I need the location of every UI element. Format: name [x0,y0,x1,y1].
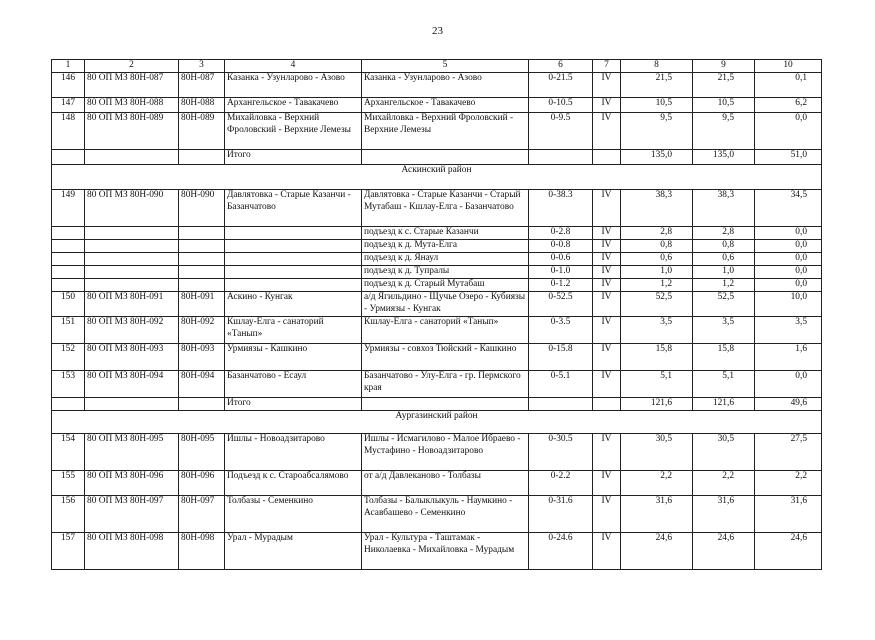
road-id-cell: 80 ОП МЗ 80Н-090 [85,190,179,227]
route-cell: подъезд к с. Старые Казанчи [362,227,529,240]
district-name: Аскинский район [52,165,822,190]
row-number-cell [52,266,85,279]
road-name-cell [225,227,362,240]
road-id-cell [85,398,179,411]
header-cell: 1 [52,60,85,73]
road-code-cell: 80Н-092 [179,317,225,344]
table-row [52,292,822,317]
road-name-cell: Кшлау-Елга - санаторий «Танып» [225,317,362,344]
road-name-cell: Аскино - Кунгак [225,292,362,317]
route-cell: от а/д Давлеканово - Толбазы [362,471,529,496]
surface-length-cell: 27,5 [755,434,822,471]
row-number-cell: 151 [52,317,85,344]
km-range-cell: 0-3.5 [529,317,593,344]
category-cell: IV [593,471,621,496]
road-code-cell: 80Н-087 [179,73,225,98]
road-name-cell: Архангельское - Тавакачево [225,98,362,113]
length-cell: 38,3 [693,190,755,227]
route-cell: Базанчатово - Улу-Елга - гр. Пермского края [362,371,529,398]
road-id-cell: 80 ОП МЗ 80Н-097 [85,496,179,533]
road-name-cell: Казанка - Узунларово - Азово [225,73,362,98]
road-code-cell: 80Н-090 [179,190,225,227]
length-total-cell: 30,5 [621,434,693,471]
km-range-cell: 0-52.5 [529,292,593,317]
length-cell: 24,6 [693,533,755,570]
surface-length-cell: 0,0 [755,371,822,398]
route-cell: Ишлы - Исмагилово - Малое Ибраево - Мустафино - Новоадзитарово [362,434,529,471]
row-number-cell: 150 [52,292,85,317]
surface-length-cell: 31,6 [755,496,822,533]
road-id-cell: 80 ОП МЗ 80Н-089 [85,113,179,150]
route-cell: подъезд к д. Янаул [362,253,529,266]
surface-length-cell: 1,6 [755,344,822,371]
route-cell: Архангельское - Тавакачево [362,98,529,113]
road-name-cell [225,253,362,266]
surface-length-cell: 24,6 [755,533,822,570]
table-row [52,344,822,371]
road-id-cell: 80 ОП МЗ 80Н-095 [85,434,179,471]
road-code-cell [179,266,225,279]
km-range-cell: 0-15.8 [529,344,593,371]
row-number-cell [52,398,85,411]
road-code-cell: 80Н-089 [179,113,225,150]
row-number-cell [52,253,85,266]
table-row [52,434,822,471]
header-cell: 8 [621,60,693,73]
route-cell: Михайловка - Верхний Фроловский - Верхние Лемезы [362,113,529,150]
road-id-cell [85,150,179,165]
km-range-cell: 0-24.6 [529,533,593,570]
row-number-cell: 147 [52,98,85,113]
surface-length-cell: 2,2 [755,471,822,496]
length-total-cell: 1,0 [621,266,693,279]
length-total-cell: 15,8 [621,344,693,371]
header-cell: 3 [179,60,225,73]
surface-length-cell: 6,2 [755,98,822,113]
km-range-cell: 0-0.8 [529,240,593,253]
road-id-cell: 80 ОП МЗ 80Н-096 [85,471,179,496]
road-id-cell [85,227,179,240]
km-range-cell: 0-0.6 [529,253,593,266]
page-number: 23 [432,25,443,37]
length-total-cell: 135,0 [621,150,693,165]
road-name-cell [225,266,362,279]
category-cell: IV [593,434,621,471]
header-cell: 5 [362,60,529,73]
route-cell: подъезд к д. Старый Мутабаш [362,279,529,292]
length-cell: 121,6 [693,398,755,411]
length-cell: 15,8 [693,344,755,371]
route-cell: Урмиязы - совхоз Тюйский - Кашкино [362,344,529,371]
row-number-cell [52,279,85,292]
road-name-cell: Урмиязы - Кашкино [225,344,362,371]
category-cell: IV [593,227,621,240]
row-number-cell: 154 [52,434,85,471]
length-total-cell: 3,5 [621,317,693,344]
road-name-cell [225,240,362,253]
road-code-cell [179,227,225,240]
category-cell: IV [593,190,621,227]
road-code-cell [179,253,225,266]
road-id-cell: 80 ОП МЗ 80Н-092 [85,317,179,344]
length-total-cell: 0,8 [621,240,693,253]
row-number-cell: 155 [52,471,85,496]
road-name-cell: Урал - Мурадым [225,533,362,570]
category-cell [593,398,621,411]
length-total-cell: 24,6 [621,533,693,570]
road-id-cell [85,240,179,253]
route-cell: Давлятовка - Старые Казанчи - Старый Мутабаш - Кшлау-Елга - Базанчатово [362,190,529,227]
row-number-cell: 149 [52,190,85,227]
table-row [52,496,822,533]
km-range-cell: 0-5.1 [529,371,593,398]
row-number-cell [52,150,85,165]
category-cell: IV [593,344,621,371]
category-cell: IV [593,317,621,344]
row-number-cell: 153 [52,371,85,398]
road-code-cell: 80Н-097 [179,496,225,533]
length-total-cell: 10,5 [621,98,693,113]
category-cell: IV [593,240,621,253]
district-name: Аургазинский район [52,411,822,434]
road-name-cell: Толбазы - Семенкино [225,496,362,533]
header-cell: 10 [755,60,822,73]
header-cell: 9 [693,60,755,73]
length-cell: 0,8 [693,240,755,253]
length-total-cell: 5,1 [621,371,693,398]
surface-length-cell: 0,1 [755,73,822,98]
category-cell: IV [593,496,621,533]
surface-length-cell: 0,0 [755,113,822,150]
km-range-cell: 0-30.5 [529,434,593,471]
table-row [52,73,822,98]
km-range-cell: 0-2.2 [529,471,593,496]
road-id-cell [85,253,179,266]
km-range-cell: 0-38.3 [529,190,593,227]
table-row [52,279,822,292]
route-cell: а/д Ягильдино - Щучье Озеро - Кубиязы - Урмиязы - Кунгак [362,292,529,317]
length-total-cell: 31,6 [621,496,693,533]
km-range-cell [529,398,593,411]
length-cell: 21,5 [693,73,755,98]
category-cell: IV [593,279,621,292]
road-code-cell: 80Н-095 [179,434,225,471]
road-code-cell: 80Н-098 [179,533,225,570]
road-code-cell: 80Н-091 [179,292,225,317]
length-cell: 5,1 [693,371,755,398]
length-total-cell: 52,5 [621,292,693,317]
table-row [52,190,822,227]
total-row [52,150,822,165]
district-section-row [52,165,822,190]
roads-table [51,59,822,570]
km-range-cell: 0-21.5 [529,73,593,98]
road-name-cell: Ишлы - Новоадзитарово [225,434,362,471]
km-range-cell: 0-1.2 [529,279,593,292]
length-total-cell: 21,5 [621,73,693,98]
km-range-cell [529,150,593,165]
category-cell: IV [593,73,621,98]
surface-length-cell: 0,0 [755,227,822,240]
road-name-cell [225,279,362,292]
road-code-cell: 80Н-096 [179,471,225,496]
route-cell: Кшлау-Елга - санаторий «Танып» [362,317,529,344]
road-name-cell: Михайловка - Верхний Фроловский - Верхние Лемезы [225,113,362,150]
km-range-cell: 0-9.5 [529,113,593,150]
category-cell: IV [593,113,621,150]
km-range-cell: 0-10.5 [529,98,593,113]
table-row [52,371,822,398]
route-cell [362,398,529,411]
route-cell: подъезд к д. Тупралы [362,266,529,279]
category-cell: IV [593,98,621,113]
road-code-cell [179,240,225,253]
route-cell [362,150,529,165]
row-number-cell: 156 [52,496,85,533]
category-cell: IV [593,266,621,279]
table-row [52,113,822,150]
length-total-cell: 38,3 [621,190,693,227]
length-cell: 31,6 [693,496,755,533]
length-total-cell: 0,6 [621,253,693,266]
length-cell: 2,2 [693,471,755,496]
road-name-cell: Базанчатово - Есаул [225,371,362,398]
length-total-cell: 121,6 [621,398,693,411]
length-cell: 1,0 [693,266,755,279]
road-name-cell: Давлятовка - Старые Казанчи - Базанчатово [225,190,362,227]
table-row [52,317,822,344]
header-cell: 7 [593,60,621,73]
length-cell: 2,8 [693,227,755,240]
length-cell: 135,0 [693,150,755,165]
row-number-cell: 148 [52,113,85,150]
road-id-cell: 80 ОП МЗ 80Н-098 [85,533,179,570]
surface-length-cell: 0,0 [755,253,822,266]
header-cell: 4 [225,60,362,73]
category-cell: IV [593,371,621,398]
road-code-cell: 80Н-088 [179,98,225,113]
surface-length-cell: 10,0 [755,292,822,317]
total-row [52,398,822,411]
route-cell: Казанка - Узунларово - Азово [362,73,529,98]
surface-length-cell: 51,0 [755,150,822,165]
road-id-cell: 80 ОП МЗ 80Н-091 [85,292,179,317]
route-cell: подъезд к д. Мута-Елга [362,240,529,253]
length-cell: 0,6 [693,253,755,266]
road-code-cell: 80Н-094 [179,371,225,398]
surface-length-cell: 0,0 [755,240,822,253]
length-total-cell: 2,8 [621,227,693,240]
road-code-cell: 80Н-093 [179,344,225,371]
length-cell: 3,5 [693,317,755,344]
header-row [52,60,822,73]
length-total-cell: 9,5 [621,113,693,150]
road-name-cell: Итого [225,150,362,165]
row-number-cell [52,240,85,253]
km-range-cell: 0-31.6 [529,496,593,533]
length-cell: 52,5 [693,292,755,317]
road-id-cell [85,266,179,279]
surface-length-cell: 0,0 [755,279,822,292]
road-id-cell: 80 ОП МЗ 80Н-087 [85,73,179,98]
category-cell [593,150,621,165]
table-row [52,98,822,113]
length-cell: 9,5 [693,113,755,150]
km-range-cell: 0-2.8 [529,227,593,240]
row-number-cell [52,227,85,240]
header-cell: 2 [85,60,179,73]
road-code-cell [179,150,225,165]
length-total-cell: 1,2 [621,279,693,292]
route-cell: Урал - Культура - Таштамак - Николаевка - Михайловка - Мурадым [362,533,529,570]
length-cell: 1,2 [693,279,755,292]
row-number-cell: 146 [52,73,85,98]
length-cell: 30,5 [693,434,755,471]
category-cell: IV [593,292,621,317]
surface-length-cell: 3,5 [755,317,822,344]
table-row [52,240,822,253]
row-number-cell: 157 [52,533,85,570]
road-code-cell [179,398,225,411]
row-number-cell: 152 [52,344,85,371]
table-row [52,266,822,279]
table-row [52,533,822,570]
road-id-cell: 80 ОП МЗ 80Н-093 [85,344,179,371]
surface-length-cell: 49,6 [755,398,822,411]
table-row [52,253,822,266]
road-id-cell: 80 ОП МЗ 80Н-088 [85,98,179,113]
road-code-cell [179,279,225,292]
road-id-cell: 80 ОП МЗ 80Н-094 [85,371,179,398]
road-id-cell [85,279,179,292]
surface-length-cell: 34,5 [755,190,822,227]
length-cell: 10,5 [693,98,755,113]
route-cell: Толбазы - Балыклыкуль - Наумкино - Асавбашево - Семенкино [362,496,529,533]
km-range-cell: 0-1.0 [529,266,593,279]
table-row [52,227,822,240]
table-row [52,471,822,496]
length-total-cell: 2,2 [621,471,693,496]
road-name-cell: Подъезд к с. Староабсалямово [225,471,362,496]
road-name-cell: Итого [225,398,362,411]
surface-length-cell: 0,0 [755,266,822,279]
category-cell: IV [593,533,621,570]
district-section-row [52,411,822,434]
header-cell: 6 [529,60,593,73]
category-cell: IV [593,253,621,266]
